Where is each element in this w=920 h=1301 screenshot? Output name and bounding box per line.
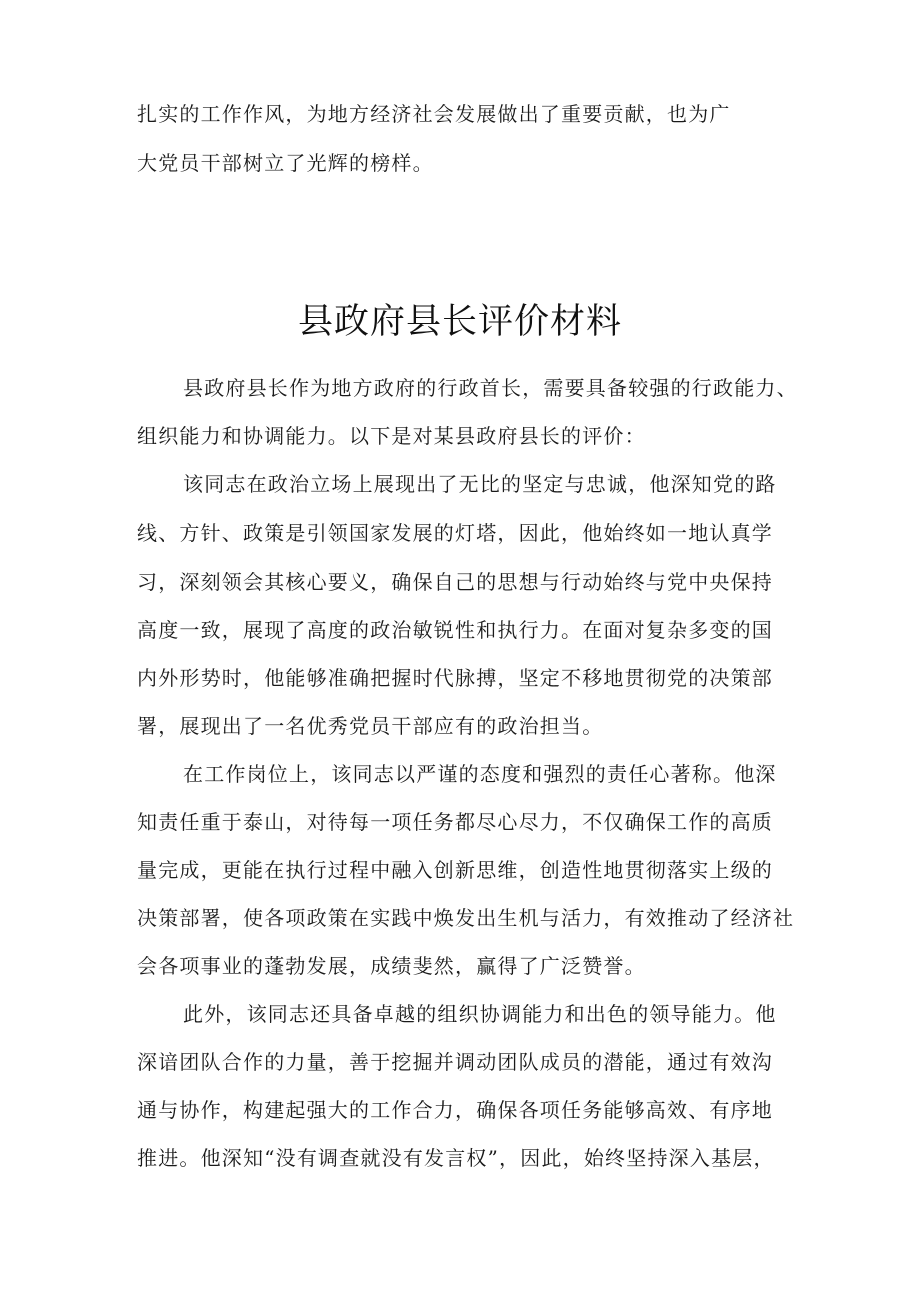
paragraph-line: 决策部署，使各项政策在实践中焕发出生机与活力，有效推动了经济社 bbox=[137, 906, 795, 930]
paragraph-line: 深谙团队合作的力量，善于挖掘并调动团队成员的潜能，通过有效沟 bbox=[137, 1050, 773, 1074]
paragraph-line: 高度一致，展现了高度的政治敏锐性和执行力。在面对复杂多变的国 bbox=[137, 618, 773, 642]
paragraph-line: 署，展现出了一名优秀党员干部应有的政治担当。 bbox=[137, 714, 604, 738]
paragraph-line: 内外形势时，他能够准确把握时代脉搏，坚定不移地贯彻党的决策部 bbox=[137, 666, 773, 690]
paragraph-line: 该同志在政治立场上展现出了无比的坚定与忠诚，他深知党的路 bbox=[183, 472, 777, 496]
paragraph-line: 量完成，更能在执行过程中融入创新思维，创造性地贯彻落实上级的 bbox=[137, 858, 773, 882]
paragraph-line: 习，深刻领会其核心要义，确保自己的思想与行动始终与党中央保持 bbox=[137, 570, 773, 594]
paragraph-line: 在工作岗位上，该同志以严谨的态度和强烈的责任心著称。他深 bbox=[183, 762, 777, 786]
paragraph-line: 会各项事业的蓬勃发展，成绩斐然，赢得了广泛赞誉。 bbox=[137, 954, 646, 978]
paragraph-line: 知责任重于泰山，对待每一项任务都尽心尽力，不仅确保工作的高质 bbox=[137, 810, 773, 834]
paragraph-line: 县政府县长作为地方政府的行政首长，需要具备较强的行政能力、 bbox=[183, 376, 798, 400]
document-title: 县政府县长评价材料 bbox=[297, 302, 622, 342]
paragraph-line: 推进。他深知“没有调查就没有发言权”，因此，始终坚持深入基层， bbox=[137, 1146, 775, 1170]
carryover-line-1: 扎实的工作作风，为地方经济社会发展做出了重要贡献，也为广 bbox=[137, 102, 731, 126]
paragraph-line: 此外，该同志还具备卓越的组织协调能力和出色的领导能力。他 bbox=[183, 1002, 777, 1026]
paragraph-line: 组织能力和协调能力。以下是对某县政府县长的评价： bbox=[137, 424, 646, 448]
carryover-line-2: 大党员干部树立了光辉的榜样。 bbox=[137, 151, 434, 175]
paragraph-line: 通与协作，构建起强大的工作合力，确保各项任务能够高效、有序地 bbox=[137, 1098, 773, 1122]
paragraph-line: 线、方针、政策是引领国家发展的灯塔，因此，他始终如一地认真学 bbox=[137, 521, 773, 545]
